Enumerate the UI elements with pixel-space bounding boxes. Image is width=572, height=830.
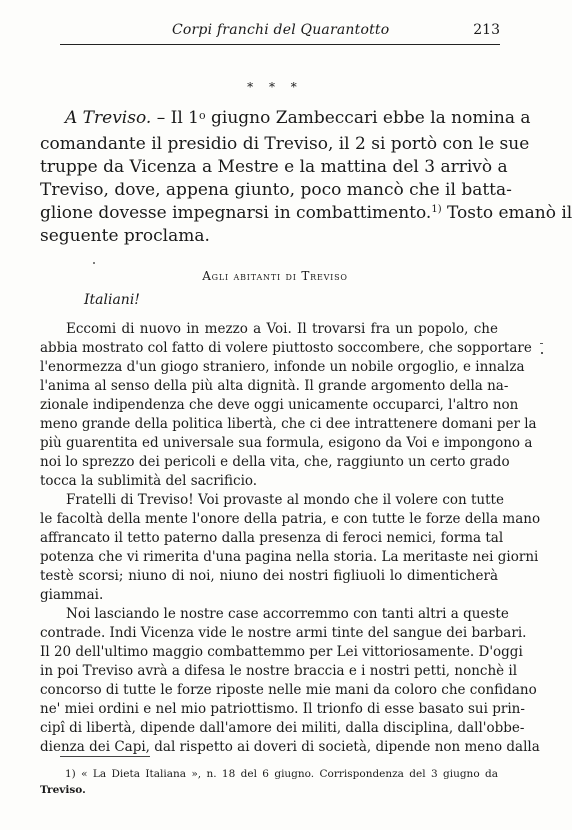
footnote-line: 1) « La Dieta Italiana », n. 18 del 6 giugno. Corrispondenza del 3 giugno da xyxy=(65,768,498,780)
proclamation-title: Agli abitanti di Treviso xyxy=(202,269,348,283)
body-line: meno grande della politica libertà, che ci dee intrattenere domani per la xyxy=(40,416,537,432)
margin-mark xyxy=(541,352,543,354)
body-line: Eccomi di nuovo in mezzo a Voi. Il trovarsi fra un popolo, che xyxy=(66,321,498,337)
body-line: Fratelli di Treviso! Voi provaste al mondo che il volere con tutte xyxy=(66,492,504,508)
ink-speck xyxy=(93,262,95,264)
intro-line: truppe da Vicenza a Mestre e la mattina del 3 arrivò a xyxy=(40,157,508,177)
body-line: Noi lasciando le nostre case accorremmo con tanti altri a queste xyxy=(66,606,509,622)
body-line: cipî di libertà, dipende dall'amore dei militi, dalla disciplina, dall'obbe- xyxy=(40,720,525,736)
salutation: Italiani! xyxy=(84,292,140,308)
body-line: potenza che vi rimerita d'una pagina nella storia. La meritaste nei giorni xyxy=(40,549,539,565)
body-line: affrancato il tetto paterno dalla presenza di feroci nemici, forma tal xyxy=(40,530,504,546)
body-line: contrade. Indi Vicenza vide le nostre armi tinte del sangue dei barbari. xyxy=(40,625,527,641)
section-separator: * * * xyxy=(247,80,303,94)
body-line: abbia mostrato col fatto di volere piuttosto soccombere, che sopportare xyxy=(40,340,532,356)
body-line: più guarentita ed universale sua formula, esigono da Voi e impongono a xyxy=(40,435,533,451)
body-line: Il 20 dell'ultimo maggio combattemmo per Lei vittoriosamente. D'oggi xyxy=(40,644,523,660)
intro-line: glione dovesse impegnarsi in combattimento.$^{1)}$ Tosto emanò il xyxy=(40,203,572,223)
body-line: testè scorsi; niuno di noi, niuno dei nostri figliuoli lo dimenticherà xyxy=(40,568,498,584)
margin-mark xyxy=(540,343,543,344)
body-line: le facoltà della mente l'onore della patria, e con tutte le forze della mano xyxy=(40,511,541,527)
footnote-rule xyxy=(60,756,150,757)
running-header xyxy=(60,22,500,45)
intro-line: Treviso, dove, appena giunto, poco mancò che il batta- xyxy=(40,180,512,200)
running-title: Corpi franchi del Quarantotto xyxy=(172,22,390,38)
body-line: giammai. xyxy=(40,587,104,603)
footnote-line: Treviso. xyxy=(40,784,86,796)
body-line: l'enormezza d'un giogo straniero, infonde un nobile orgoglio, e innalza xyxy=(40,359,525,375)
body-line: zionale indipendenza che deve oggi unicamente occuparci, l'altro non xyxy=(40,397,519,413)
intro-line: seguente proclama. xyxy=(40,226,210,246)
body-line: concorso di tutte le forze riposte nelle mie mani da coloro che confidano xyxy=(40,682,537,698)
intro-line: comandante il presidio di Treviso, il 2 si portò con le sue xyxy=(40,134,530,154)
body-line: ne' miei ordini e nel mio patriottismo. Il trionfo di esse basato sui prin- xyxy=(40,701,525,717)
body-line: dienza dei Capi, dal rispetto ai doveri di società, dipende non meno dalla xyxy=(40,739,540,755)
page-number: 213 xyxy=(473,22,500,38)
intro-line: A Treviso. – Il 1$^o$ giugno Zambeccari ebbe la nomina a xyxy=(65,108,531,128)
body-line: in poi Treviso avrà a difesa le nostre braccia e i nostri petti, nonchè il xyxy=(40,663,518,679)
body-line: noi lo sprezzo dei pericoli e della vita, che, raggiunto un certo grado xyxy=(40,454,510,470)
body-line: tocca la sublimità del sacrificio. xyxy=(40,473,258,489)
body-line: l'anima al senso della più alta dignità. Il grande argomento della na- xyxy=(40,378,509,394)
